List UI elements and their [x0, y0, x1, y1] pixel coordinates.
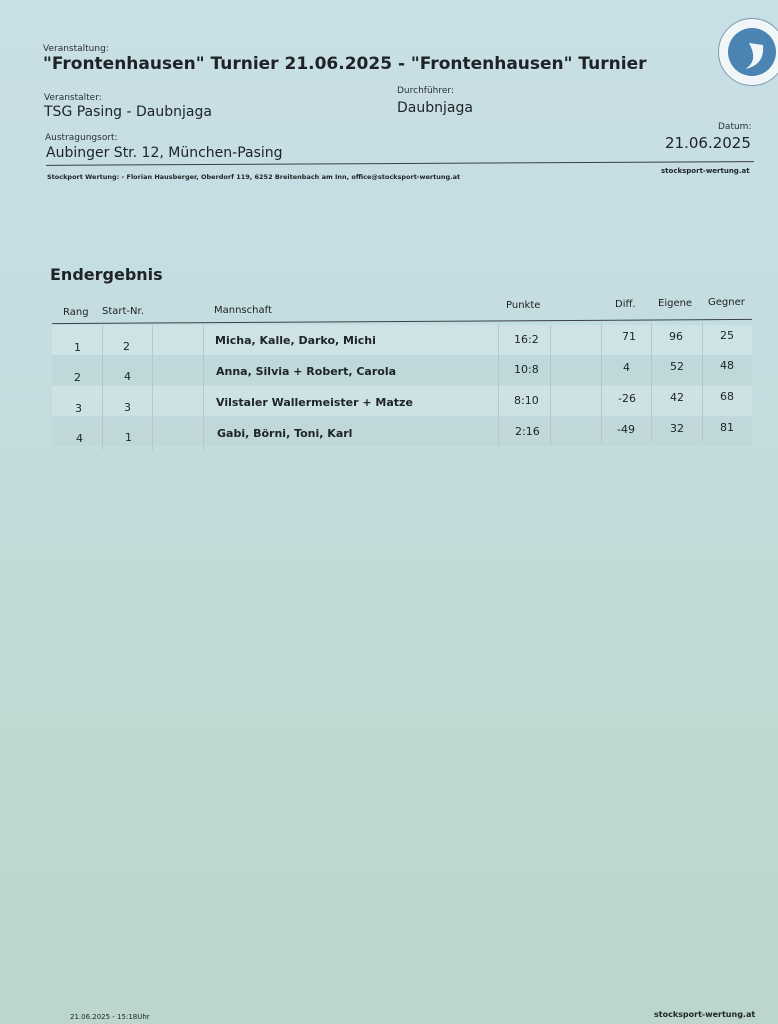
row-2-rang: 2: [74, 371, 81, 384]
table-row: [52, 416, 752, 446]
row-4-gegner: 81: [720, 421, 734, 434]
row-4-team: Gabi, Börni, Toni, Karl: [217, 427, 353, 440]
austragungsort-label: Austragungsort:: [45, 133, 118, 143]
row-3-punkte: 8:10: [514, 394, 539, 407]
veranstalter-value: TSG Pasing - Daubnjaga: [44, 104, 212, 120]
row-1-eigene: 96: [669, 330, 683, 343]
durchfuehrer-label: Durchführer:: [397, 86, 454, 96]
col-separator: [498, 325, 499, 445]
table-row: [52, 355, 752, 385]
stocksport-wertung-logo: [718, 18, 778, 86]
row-2-punkte: 10:8: [514, 363, 539, 376]
table-row: [52, 325, 752, 355]
header-website: stocksport-wertung.at: [661, 167, 750, 175]
row-4-eigene: 32: [670, 422, 684, 435]
col-separator: [102, 325, 103, 450]
datum-label: Datum:: [718, 122, 752, 132]
event-title: "Frontenhausen" Turnier 21.06.2025 - "Frontenhausen" Turnier: [43, 54, 647, 74]
row-4-start: 1: [125, 431, 132, 444]
row-1-gegner: 25: [720, 329, 734, 342]
row-1-rang: 1: [74, 341, 81, 354]
row-1-diff: 71: [622, 330, 636, 343]
row-3-diff: -26: [618, 392, 636, 405]
durchfuehrer-value: Daubnjaga: [397, 100, 473, 116]
col-mannschaft: Mannschaft: [214, 305, 272, 316]
row-2-gegner: 48: [720, 359, 734, 372]
row-2-diff: 4: [623, 361, 630, 374]
row-3-team: Vilstaler Wallermeister + Matze: [216, 396, 413, 409]
col-separator: [702, 323, 703, 441]
row-1-start: 2: [123, 340, 130, 353]
col-eigene: Eigene: [658, 298, 693, 309]
row-4-diff: -49: [617, 423, 635, 436]
row-1-punkte: 16:2: [514, 333, 539, 346]
footer-website: stocksport-wertung.at: [654, 1010, 756, 1019]
veranstaltung-label: Veranstaltung:: [43, 44, 109, 54]
austragungsort-value: Aubinger Str. 12, München-Pasing: [46, 145, 283, 161]
footer-timestamp: 21.06.2025 - 15:18Uhr: [70, 1013, 150, 1021]
row-3-gegner: 68: [720, 390, 734, 403]
col-separator: [601, 324, 602, 444]
row-3-start: 3: [124, 401, 131, 414]
datum-value: 21.06.2025: [665, 134, 751, 152]
row-2-eigene: 52: [670, 360, 684, 373]
row-2-team: Anna, Silvia + Robert, Carola: [216, 365, 397, 378]
col-separator: [152, 325, 153, 450]
col-separator: [651, 324, 652, 442]
row-3-eigene: 42: [670, 391, 684, 404]
row-4-rang: 4: [76, 432, 83, 445]
veranstalter-label: Veranstalter:: [44, 93, 102, 103]
row-4-punkte: 2:16: [515, 425, 540, 438]
row-1-team: Micha, Kalle, Darko, Michi: [215, 334, 376, 347]
header-divider: [46, 161, 754, 166]
col-gegner: Gegner: [708, 297, 745, 308]
col-separator: [203, 325, 204, 450]
col-separator: [550, 325, 551, 445]
col-start-nr: Start-Nr.: [102, 306, 144, 317]
col-rang: Rang: [63, 307, 89, 318]
row-2-start: 4: [124, 370, 131, 383]
col-diff: Diff.: [615, 299, 636, 310]
organizer-line: Stockport Wertung: - Florian Hausberger, Oberdorf 119, 6252 Breitenbach am Inn, office@stocksport-wertung.at: [47, 173, 461, 181]
col-punkte: Punkte: [506, 300, 541, 311]
row-3-rang: 3: [75, 402, 82, 415]
section-title: Endergebnis: [50, 265, 163, 284]
table-header-divider: [52, 319, 752, 324]
